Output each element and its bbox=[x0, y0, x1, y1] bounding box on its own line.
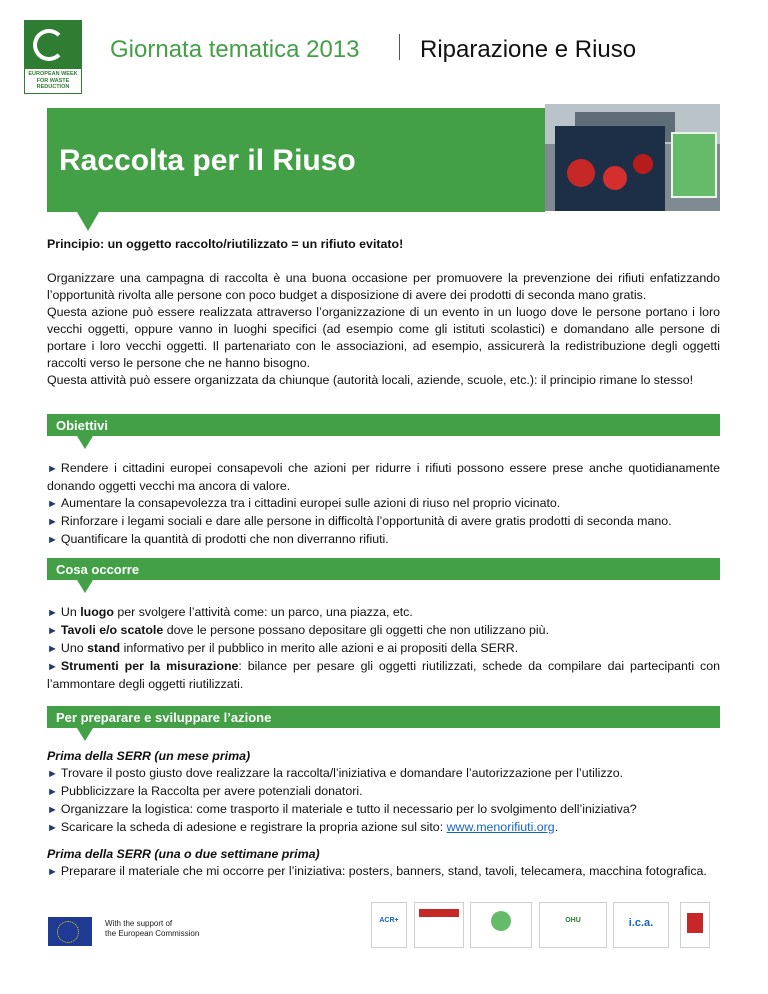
arrow-icon: ► bbox=[47, 643, 58, 655]
list-item: ► Tavoli e/o scatole dove le persone possano depositare gli oggetti che non utilizzano più. bbox=[47, 623, 550, 637]
subheading-one-month: Prima della SERR (un mese prima) bbox=[47, 749, 251, 763]
section-pointer bbox=[77, 436, 93, 449]
prepare-body-2 bbox=[47, 846, 720, 881]
intro-paragraph-1: Organizzare una campagna di raccolta è una buona occasione per promuovere la prevenzione dei rifiuti enfatizzando l’opportunità rivolta alle persone con poco budget a disposizione di avere dei prodotti di seconda mano gratis. bbox=[47, 271, 720, 302]
section-pointer bbox=[77, 728, 93, 741]
subheading-one-two-weeks: Prima della SERR (una o due settimane prima) bbox=[47, 847, 320, 861]
section-prepare-header bbox=[47, 706, 720, 728]
needs-list bbox=[47, 604, 720, 693]
support-line-1: With the support of bbox=[105, 919, 173, 928]
arrow-icon: ► bbox=[47, 625, 58, 637]
list-item: ► Scaricare la scheda di adesione e registrare la propria azione sul sito: www.menorifiuti.org. bbox=[47, 820, 559, 834]
eu-flag-logo bbox=[48, 917, 92, 946]
menorifiuti-link[interactable]: www.menorifiuti.org bbox=[446, 820, 555, 834]
intro-body bbox=[47, 270, 720, 389]
list-item: ► Strumenti per la misurazione: bilance per pesare gli oggetti riutilizzati, schede da compilare dai partecipanti con l’ammontare degli oggetti riutilizzati. bbox=[47, 659, 720, 691]
arrow-icon: ► bbox=[47, 822, 58, 834]
header-right-title: Riparazione e Riuso bbox=[420, 36, 637, 63]
list-item: ► Trovare il posto giusto dove realizzare la raccolta/l’iniziativa e domandare l’autorizzazione per l’utilizzo. bbox=[47, 766, 624, 780]
intro-paragraph-3: Questa attività può essere organizzata da chiunque (autorità locali, aziende, scuole, etc.): il principio rimane lo stesso! bbox=[47, 373, 694, 387]
list-item-text: Aumentare la consapevolezza tra i cittadini europei sulle azioni di riuso nel proprio vicinato. bbox=[60, 496, 561, 510]
arrow-icon: ► bbox=[47, 534, 58, 546]
section-objectives-header bbox=[47, 414, 720, 436]
arrow-icon: ► bbox=[47, 463, 58, 475]
header-divider bbox=[399, 34, 400, 60]
section-needs-title: Cosa occorre bbox=[56, 562, 140, 577]
support-line-2: the European Commission bbox=[105, 929, 200, 938]
title-banner bbox=[47, 108, 545, 212]
arrow-icon: ► bbox=[47, 866, 58, 878]
partner-logo-ohu: OHU bbox=[539, 902, 607, 948]
banner-pointer bbox=[77, 212, 99, 231]
ewwr-logo bbox=[24, 20, 82, 94]
list-item bbox=[47, 495, 720, 513]
partner-logo-tree bbox=[470, 902, 532, 948]
section-needs-header bbox=[47, 558, 720, 580]
arrow-icon: ► bbox=[47, 516, 58, 528]
list-item-text: Rinforzare i legami sociali e dare alle persone in difficoltà l’opportunità di avere gratis prodotti di seconda mano. bbox=[60, 514, 672, 528]
list-item bbox=[47, 531, 720, 549]
partner-logo-acr: ACR+ bbox=[371, 902, 407, 948]
arrow-icon: ► bbox=[47, 498, 58, 510]
list-item: ► Organizzare la logistica: come trasporto il materiale e tutto il necessario per lo svolgimento dell’iniziativa? bbox=[47, 802, 637, 816]
list-item: ► Un luogo per svolgere l’attività come: un parco, una piazza, etc. bbox=[47, 605, 413, 619]
list-item bbox=[47, 513, 720, 531]
arrow-icon: ► bbox=[47, 607, 58, 619]
page-title: Raccolta per il Riuso bbox=[59, 144, 356, 177]
section-objectives-title: Obiettivi bbox=[56, 418, 109, 433]
list-item bbox=[47, 460, 720, 495]
intro-paragraph-2: Questa azione può essere realizzata attraverso l’organizzazione di un evento in un luogo dove le persone portano i loro vecchi oggetti, oppure vanno in luoghi specifici (ad esempio come gli istituti scolastici) e domandano alle persone di portare i loro vecchi oggetti. Il partenariato con le associazioni, ad esempio, assicurerà la redistribuzione degli oggetti raccolti verso le persone che ne hanno bisogno. bbox=[47, 305, 720, 370]
partner-logo-ica: i.c.a. bbox=[613, 902, 669, 948]
partner-logo-catalunya bbox=[414, 902, 464, 948]
arrow-icon: ► bbox=[47, 768, 58, 780]
footer-support-text bbox=[105, 919, 199, 939]
logo-text: EUROPEAN WEEK FOR WASTE REDUCTION bbox=[28, 71, 78, 90]
partner-logo-region bbox=[680, 902, 710, 948]
prepare-body bbox=[47, 748, 720, 837]
list-item-text: Rendere i cittadini europei consapevoli che azioni per ridurre i rifiuti possono essere prese anche quotidianamente donando oggetti vecchi ma ancora di valore. bbox=[47, 461, 720, 493]
objectives-list bbox=[47, 460, 720, 549]
section-pointer bbox=[77, 580, 93, 593]
list-item: ► Pubblicizzare la Raccolta per avere potenziali donatori. bbox=[47, 784, 363, 798]
arrow-icon: ► bbox=[47, 804, 58, 816]
section-prepare-title: Per preparare e sviluppare l’azione bbox=[56, 710, 272, 725]
list-item-text: Quantificare la quantità di prodotti che non diverranno rifiuti. bbox=[60, 532, 389, 546]
arrow-icon: ► bbox=[47, 786, 58, 798]
header-left-title: Giornata tematica 2013 bbox=[110, 36, 360, 63]
collection-bins-photo bbox=[545, 104, 720, 211]
arrow-icon: ► bbox=[47, 661, 58, 673]
principle-text: Principio: un oggetto raccolto/riutilizzato = un rifiuto evitato! bbox=[47, 237, 404, 251]
list-item: ► Preparare il materiale che mi occorre per l’iniziativa: posters, banners, stand, tavoli, telecamera, macchina fotografica. bbox=[47, 864, 707, 878]
principle bbox=[47, 236, 720, 253]
list-item: ► Uno stand informativo per il pubblico in merito alle azioni e ai propositi della SERR. bbox=[47, 641, 519, 655]
